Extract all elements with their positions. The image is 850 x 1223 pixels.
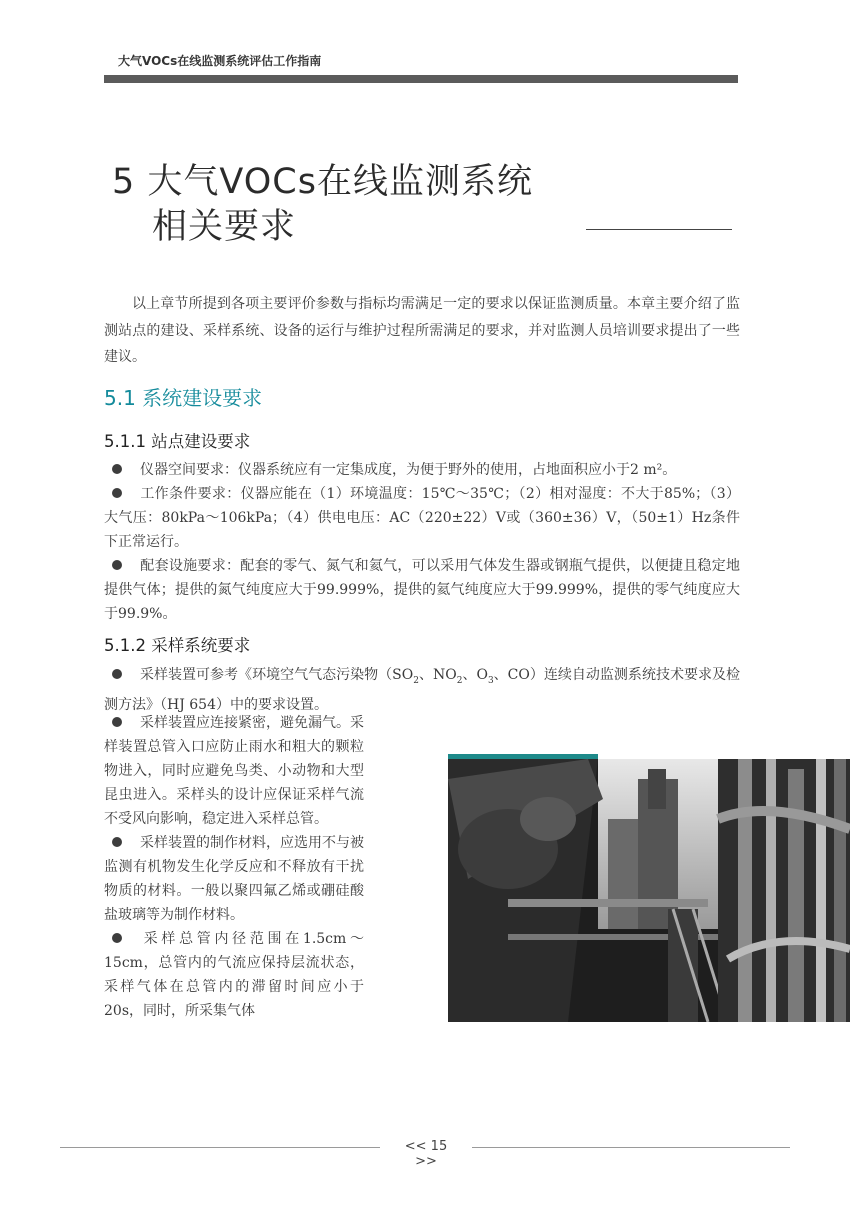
running-title: 大气VOCs在线监测系统评估工作指南 xyxy=(118,54,322,68)
list-item: 仪器空间要求：仪器系统应有一定集成度，为便于野外的使用，占地面积应小于2 m²。 xyxy=(104,458,740,482)
page-number: << 15 >> xyxy=(404,1139,448,1169)
bullet-icon xyxy=(112,933,122,943)
intro-paragraph: 以上章节所提到各项主要评价参数与指标均需满足一定的要求以保证监测质量。本章主要介绍了监测站点的建设、采样系统、设备的运行与维护过程所需满足的要求，并对监测人员培训要求提出了一些建议。 xyxy=(104,296,740,365)
bullet-icon xyxy=(112,464,122,474)
chapter-title-line2: 相关要求 xyxy=(152,207,297,247)
list-item: 采样装置可参考《环境空气气态污染物（$SO_2$、$NO_2$、$O_3$、CO）连续自动监测系统技术要求及检测方法》（HJ 654）中的要求设置。 xyxy=(104,667,740,713)
list-item: 采样装置应连接紧密，避免漏气。采样装置总管入口应防止雨水和粗大的颗粒物进入，同时应避免鸟类、小动物和大型昆虫进入。采样头的设计应保证采样气流不受风向影响，稳定进入采样总管。 xyxy=(104,715,364,827)
list-item: 采样总管内径范围在1.5cm～15cm，总管内的气流应保持层流状态，采样气体在总管内的滞留时间应小于20s，同时，所采集气体 xyxy=(104,931,364,1019)
chapter-title xyxy=(112,160,533,250)
section-5-1-1-heading: 5.1.1 站点建设要求 xyxy=(104,432,251,451)
header-rule xyxy=(104,75,738,83)
list-item: 采样装置的制作材料，应选用不与被监测有机物发生化学反应和不释放有干扰物质的材料。一般以聚四氟乙烯或硼硅酸盐玻璃等为制作材料。 xyxy=(104,835,364,923)
site-requirements-list xyxy=(104,458,740,626)
bullet-icon xyxy=(112,837,122,847)
footer-rule-right xyxy=(472,1147,790,1148)
bullet-icon xyxy=(112,717,122,727)
sampling-requirements-list xyxy=(104,711,364,1023)
industrial-plant-photo xyxy=(448,759,850,1022)
bullet-icon xyxy=(112,560,122,570)
footer-rule-left xyxy=(60,1147,380,1148)
bullet-icon xyxy=(112,669,122,679)
bullet-icon xyxy=(112,488,122,498)
section-5-1-2-heading: 5.1.2 采样系统要求 xyxy=(104,636,251,655)
section-5-1-heading: 5.1 系统建设要求 xyxy=(104,386,263,410)
title-rule xyxy=(586,229,732,230)
chapter-title-line1: 5 大气VOCs在线监测系统 xyxy=(112,162,533,202)
list-item: 工作条件要求：仪器应能在（1）环境温度：15℃～35℃；（2）相对湿度：不大于85%；（3）大气压：80kPa～106kPa；（4）供电电压：AC（220±22）V或（360±36）V，（50±1）Hz条件下正常运行。 xyxy=(104,486,740,550)
list-item: 配套设施要求：配套的零气、氮气和氦气，可以采用气体发生器或钢瓶气提供，以便捷且稳定地提供气体；提供的氮气纯度应大于99.999%，提供的氦气纯度应大于99.999%，提供的零气纯度应大于99.9%。 xyxy=(104,558,740,622)
sampling-item-1 xyxy=(104,663,740,717)
